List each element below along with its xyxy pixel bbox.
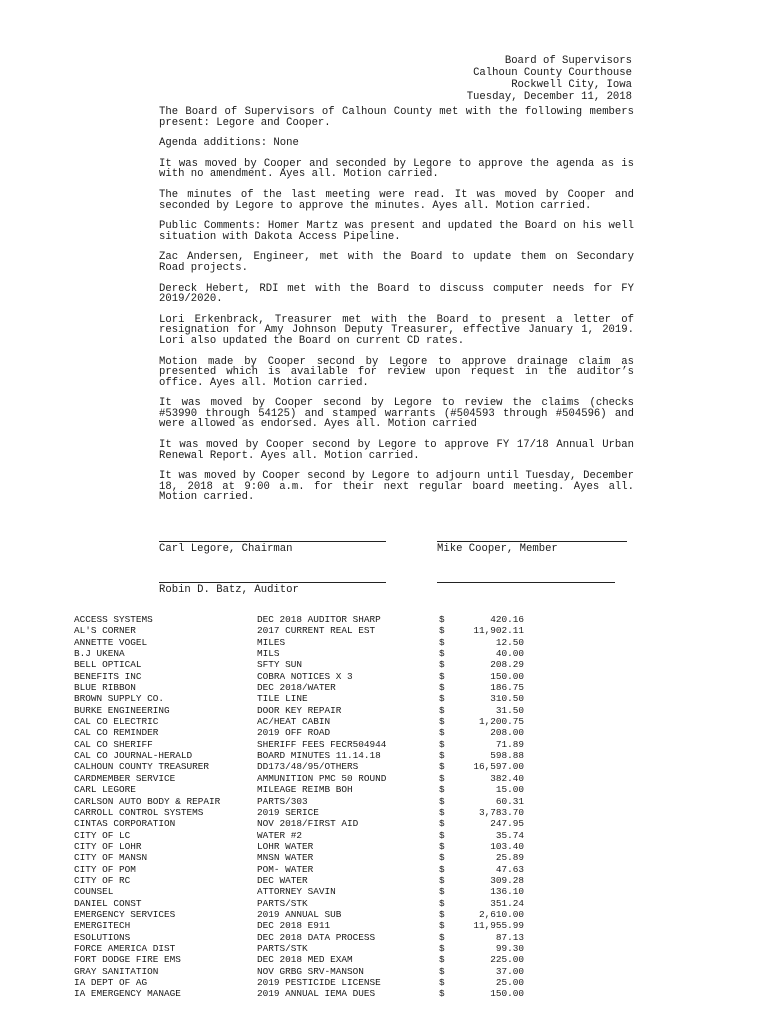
claim-description: MNSN WATER <box>257 852 314 864</box>
claim-vendor: CARROLL CONTROL SYSTEMS <box>74 806 204 818</box>
claim-description: TILE LINE <box>257 693 308 705</box>
claim-currency-symbol: $ <box>439 659 445 671</box>
claim-description: 2017 CURRENT REAL EST <box>257 625 376 637</box>
claim-amount: 87.13 <box>495 931 524 943</box>
claim-amount: 225.00 <box>490 954 524 966</box>
claim-row <box>74 909 534 920</box>
claim-description: MILS <box>257 648 280 660</box>
claim-amount: 351.24 <box>490 897 524 909</box>
claim-amount: 25.89 <box>495 852 524 864</box>
claim-description: DEC 2018 AUDITOR SHARP <box>257 614 381 625</box>
claim-amount: 1,200.75 <box>478 716 524 728</box>
claim-vendor: CAL CO ELECTRIC <box>74 716 159 728</box>
claim-description: DEC 2018 DATA PROCESS <box>257 931 376 943</box>
claim-vendor: CAL CO SHERIFF <box>74 738 153 750</box>
claim-description: 2019 ANNUAL IEMA DUES <box>257 988 376 1000</box>
claim-currency-symbol: $ <box>439 693 445 705</box>
paragraph-minutes-approval: The minutes of the last meeting were read. It was moved by Cooper and seconded by Legore to approve the minutes. Ayes all. Motion carried. <box>159 188 634 212</box>
claim-amount: 37.00 <box>495 965 524 977</box>
claim-vendor: CITY OF POM <box>74 863 136 875</box>
claim-description: AMMUNITION PMC 50 ROUND <box>257 772 387 784</box>
claim-currency-symbol: $ <box>439 931 445 943</box>
claim-description: POM- WATER <box>257 863 314 875</box>
signature-line-blank <box>437 582 615 583</box>
signature-line-member <box>437 541 627 542</box>
claim-description: WATER #2 <box>257 829 303 841</box>
claim-row <box>74 966 534 977</box>
claim-description: NOV GRBG SRV-MANSON <box>257 965 364 977</box>
paragraph-treasurer: Lori Erkenbrack, Treasurer met with the Board to present a letter of resignation for Amy Johnson Deputy Treasurer, effective January 1, 2019. Lori also updated the Board on current CD rates. <box>159 313 634 347</box>
claim-vendor: B.J UKENA <box>74 648 125 660</box>
claim-row <box>74 932 534 943</box>
claim-amount: 150.00 <box>490 988 524 1000</box>
claim-row <box>74 875 534 886</box>
claim-vendor: FORT DODGE FIRE EMS <box>74 954 181 966</box>
header-meeting-date: Tuesday, December 11, 2018 <box>466 91 632 103</box>
paragraph-drainage-claim: Motion made by Cooper second by Legore to approve drainage claim as presented which is available for review upon request in the auditor’s office. Ayes all. Motion carried. <box>159 355 634 389</box>
claim-description: SHERIFF FEES FECR504944 <box>257 738 387 750</box>
claim-vendor: EMERGITECH <box>74 920 131 932</box>
claim-currency-symbol: $ <box>439 863 445 875</box>
signature-auditor: Robin D. Batz, Auditor <box>159 584 299 596</box>
signature-member: Mike Cooper, Member <box>437 543 558 555</box>
claim-currency-symbol: $ <box>439 920 445 932</box>
claim-vendor: COUNSEL <box>74 886 114 898</box>
claim-vendor: CAL CO REMINDER <box>74 727 159 739</box>
claim-currency-symbol: $ <box>439 977 445 988</box>
claim-vendor: CARLSON AUTO BODY & REPAIR <box>74 795 221 807</box>
claim-description: MILES <box>257 636 286 648</box>
claim-description: MILEAGE REIMB BOH <box>257 784 353 796</box>
document-header <box>300 55 632 103</box>
claim-amount: 247.95 <box>490 818 524 830</box>
claim-amount: 103.40 <box>490 840 524 852</box>
claim-vendor: IA DEPT OF AG <box>74 977 148 988</box>
header-board-name: Board of Supervisors <box>504 55 632 67</box>
claim-vendor: FORCE AMERICA DIST <box>74 942 176 954</box>
claim-row <box>74 637 534 648</box>
claim-row <box>74 988 534 999</box>
claim-description: DEC 2018/WATER <box>257 682 336 694</box>
claim-currency-symbol: $ <box>439 795 445 807</box>
header-courthouse: Calhoun County Courthouse <box>473 67 632 79</box>
claim-amount: 208.29 <box>490 659 524 671</box>
claim-vendor: CINTAS CORPORATION <box>74 818 176 830</box>
claim-amount: 31.50 <box>495 704 524 716</box>
signature-row-2 <box>159 582 634 602</box>
claim-amount: 60.31 <box>495 795 524 807</box>
claim-description: COBRA NOTICES X 3 <box>257 670 353 682</box>
claim-description: DEC 2018 E911 <box>257 920 331 932</box>
claim-amount: 420.16 <box>490 614 524 625</box>
signature-line-chairman <box>159 541 386 542</box>
claim-amount: 35.74 <box>495 829 524 841</box>
claim-description: DEC 2018 MED EXAM <box>257 954 353 966</box>
claim-row <box>74 750 534 761</box>
claim-row <box>74 807 534 818</box>
claim-currency-symbol: $ <box>439 840 445 852</box>
paragraph-adjourn: It was moved by Cooper second by Legore to adjourn until Tuesday, December 18, 2018 at 9:00 a.m. for their next regular board meeting. Ayes all. Motion carried. <box>159 470 634 504</box>
claim-amount: 150.00 <box>490 670 524 682</box>
claim-vendor: BROWN SUPPLY CO. <box>74 693 165 705</box>
claim-currency-symbol: $ <box>439 874 445 886</box>
claim-row <box>74 739 534 750</box>
claim-vendor: BENEFITS INC <box>74 670 142 682</box>
claim-row <box>74 716 534 727</box>
claim-vendor: AL'S CORNER <box>74 625 136 637</box>
claim-currency-symbol: $ <box>439 897 445 909</box>
paragraph-engineer: Zac Andersen, Engineer, met with the Board to update them on Secondary Road projects. <box>159 251 634 274</box>
claim-currency-symbol: $ <box>439 648 445 660</box>
claim-row <box>74 943 534 954</box>
paragraph-claims-review: It was moved by Cooper second by Legore to review the claims (checks #53990 through 54125) and stamped warrants (#504593 through #504596) and were allowed as endorsed. Ayes all. Motion carried <box>159 397 634 431</box>
paragraph-rdi: Dereck Hebert, RDI met with the Board to discuss computer needs for FY 2019/2020. <box>159 282 634 306</box>
claim-amount: 310.50 <box>490 693 524 705</box>
claim-description: 2019 SERICE <box>257 806 319 818</box>
claim-row <box>74 682 534 693</box>
claim-vendor: IA EMERGENCY MANAGE <box>74 988 181 1000</box>
claim-description: ATTORNEY SAVIN <box>257 886 336 898</box>
claim-amount: 309.28 <box>490 874 524 886</box>
claim-row <box>74 818 534 829</box>
claim-currency-symbol: $ <box>439 829 445 841</box>
claim-amount: 40.00 <box>495 648 524 660</box>
claim-description: PARTS/303 <box>257 795 308 807</box>
claim-row <box>74 648 534 659</box>
paragraph-attendance: The Board of Supervisors of Calhoun County met with the following members present: Legore and Cooper. <box>159 106 634 129</box>
claim-currency-symbol: $ <box>439 965 445 977</box>
claim-currency-symbol: $ <box>439 772 445 784</box>
claim-vendor: CAL CO JOURNAL-HERALD <box>74 750 193 762</box>
claim-amount: 47.63 <box>495 863 524 875</box>
claim-currency-symbol: $ <box>439 625 445 637</box>
claim-amount: 15.00 <box>495 784 524 796</box>
claim-amount: 99.30 <box>495 942 524 954</box>
claim-vendor: CALHOUN COUNTY TREASURER <box>74 761 210 773</box>
claim-amount: 598.88 <box>490 750 524 762</box>
claim-currency-symbol: $ <box>439 716 445 728</box>
claim-vendor: BELL OPTICAL <box>74 659 142 671</box>
claim-vendor: CARL LEGORE <box>74 784 136 796</box>
claim-description: DEC WATER <box>257 874 308 886</box>
claim-currency-symbol: $ <box>439 908 445 920</box>
claim-row <box>74 784 534 795</box>
claim-description: LOHR WATER <box>257 840 314 852</box>
claim-vendor: CITY OF LC <box>74 829 131 841</box>
claim-currency-symbol: $ <box>439 988 445 1000</box>
claim-vendor: BLUE RIBBON <box>74 682 136 694</box>
claim-description: 2019 ANNUAL SUB <box>257 908 342 920</box>
paragraph-public-comments: Public Comments: Homer Martz was present and updated the Board on his well situation with Dakota Access Pipeline. <box>159 220 634 243</box>
claim-description: NOV 2018/FIRST AID <box>257 818 359 830</box>
signature-line-auditor <box>159 582 386 583</box>
claim-currency-symbol: $ <box>439 670 445 682</box>
claim-row <box>74 705 534 716</box>
claim-currency-symbol: $ <box>439 806 445 818</box>
claim-row <box>74 852 534 863</box>
claim-amount: 71.89 <box>495 738 524 750</box>
claim-vendor: CARDMEMBER SERVICE <box>74 772 176 784</box>
claim-description: 2019 PESTICIDE LICENSE <box>257 977 381 988</box>
claim-currency-symbol: $ <box>439 682 445 694</box>
claim-amount: 3,783.70 <box>478 806 524 818</box>
claim-description: BOARD MINUTES 11.14.18 <box>257 750 381 762</box>
claim-row <box>74 761 534 772</box>
claim-row <box>74 864 534 875</box>
claim-row <box>74 671 534 682</box>
paragraph-urban-renewal: It was moved by Cooper second by Legore to approve FY 17/18 Annual Urban Renewal Report. Ayes all. Motion carried. <box>159 439 634 462</box>
claim-vendor: CITY OF MANSN <box>74 852 148 864</box>
claim-description: 2019 OFF ROAD <box>257 727 331 739</box>
claim-amount: 25.00 <box>495 977 524 988</box>
claim-vendor: DANIEL CONST <box>74 897 142 909</box>
claim-description: AC/HEAT CABIN <box>257 716 331 728</box>
claim-currency-symbol: $ <box>439 738 445 750</box>
claim-description: DD173/48/95/OTHERS <box>257 761 359 773</box>
claim-amount: 208.00 <box>490 727 524 739</box>
claim-row <box>74 796 534 807</box>
claim-currency-symbol: $ <box>439 727 445 739</box>
claim-currency-symbol: $ <box>439 942 445 954</box>
claim-amount: 11,902.11 <box>473 625 524 637</box>
claim-row <box>74 886 534 897</box>
signature-chairman: Carl Legore, Chairman <box>159 543 293 555</box>
claim-amount: 12.50 <box>495 636 524 648</box>
claim-row <box>74 954 534 965</box>
claim-currency-symbol: $ <box>439 818 445 830</box>
claim-description: PARTS/STK <box>257 897 308 909</box>
claim-currency-symbol: $ <box>439 636 445 648</box>
claim-row <box>74 977 534 988</box>
claim-row <box>74 659 534 670</box>
claim-row <box>74 727 534 738</box>
claim-vendor: ANNETTE VOGEL <box>74 636 148 648</box>
minutes-body <box>159 107 634 513</box>
claim-vendor: EMERGENCY SERVICES <box>74 908 176 920</box>
claim-currency-symbol: $ <box>439 784 445 796</box>
claim-row <box>74 625 534 636</box>
claim-vendor: CITY OF LOHR <box>74 840 142 852</box>
claim-vendor: BURKE ENGINEERING <box>74 704 170 716</box>
paragraph-agenda-additions: Agenda additions: None <box>159 137 299 150</box>
claim-description: SFTY SUN <box>257 659 303 671</box>
claim-currency-symbol: $ <box>439 614 445 625</box>
claim-currency-symbol: $ <box>439 704 445 716</box>
claim-row <box>74 898 534 909</box>
claim-currency-symbol: $ <box>439 750 445 762</box>
claim-vendor: ACCESS SYSTEMS <box>74 614 153 625</box>
header-location: Rockwell City, Iowa <box>511 79 632 91</box>
claim-vendor: CITY OF RC <box>74 874 131 886</box>
claim-amount: 2,610.00 <box>478 908 524 920</box>
claim-row <box>74 693 534 704</box>
claim-amount: 382.40 <box>490 772 524 784</box>
claim-description: PARTS/STK <box>257 942 308 954</box>
claim-amount: 16,597.00 <box>473 761 524 773</box>
claim-row <box>74 841 534 852</box>
claim-row <box>74 614 534 625</box>
claim-vendor: GRAY SANITATION <box>74 965 159 977</box>
signature-row-1 <box>159 541 634 561</box>
claim-row <box>74 920 534 931</box>
claim-amount: 11,955.99 <box>473 920 524 932</box>
claim-amount: 136.10 <box>490 886 524 898</box>
paragraph-agenda-approval: It was moved by Cooper and seconded by Legore to approve the agenda as is with no amendment. Ayes all. Motion carried. <box>159 157 634 181</box>
claim-row <box>74 830 534 841</box>
claim-amount: 186.75 <box>490 682 524 694</box>
claim-currency-symbol: $ <box>439 886 445 898</box>
claim-row <box>74 773 534 784</box>
claim-vendor: ESOLUTIONS <box>74 931 131 943</box>
claim-currency-symbol: $ <box>439 852 445 864</box>
claim-description: DOOR KEY REPAIR <box>257 704 342 716</box>
claim-currency-symbol: $ <box>439 954 445 966</box>
claim-currency-symbol: $ <box>439 761 445 773</box>
claims-list <box>74 614 534 1000</box>
